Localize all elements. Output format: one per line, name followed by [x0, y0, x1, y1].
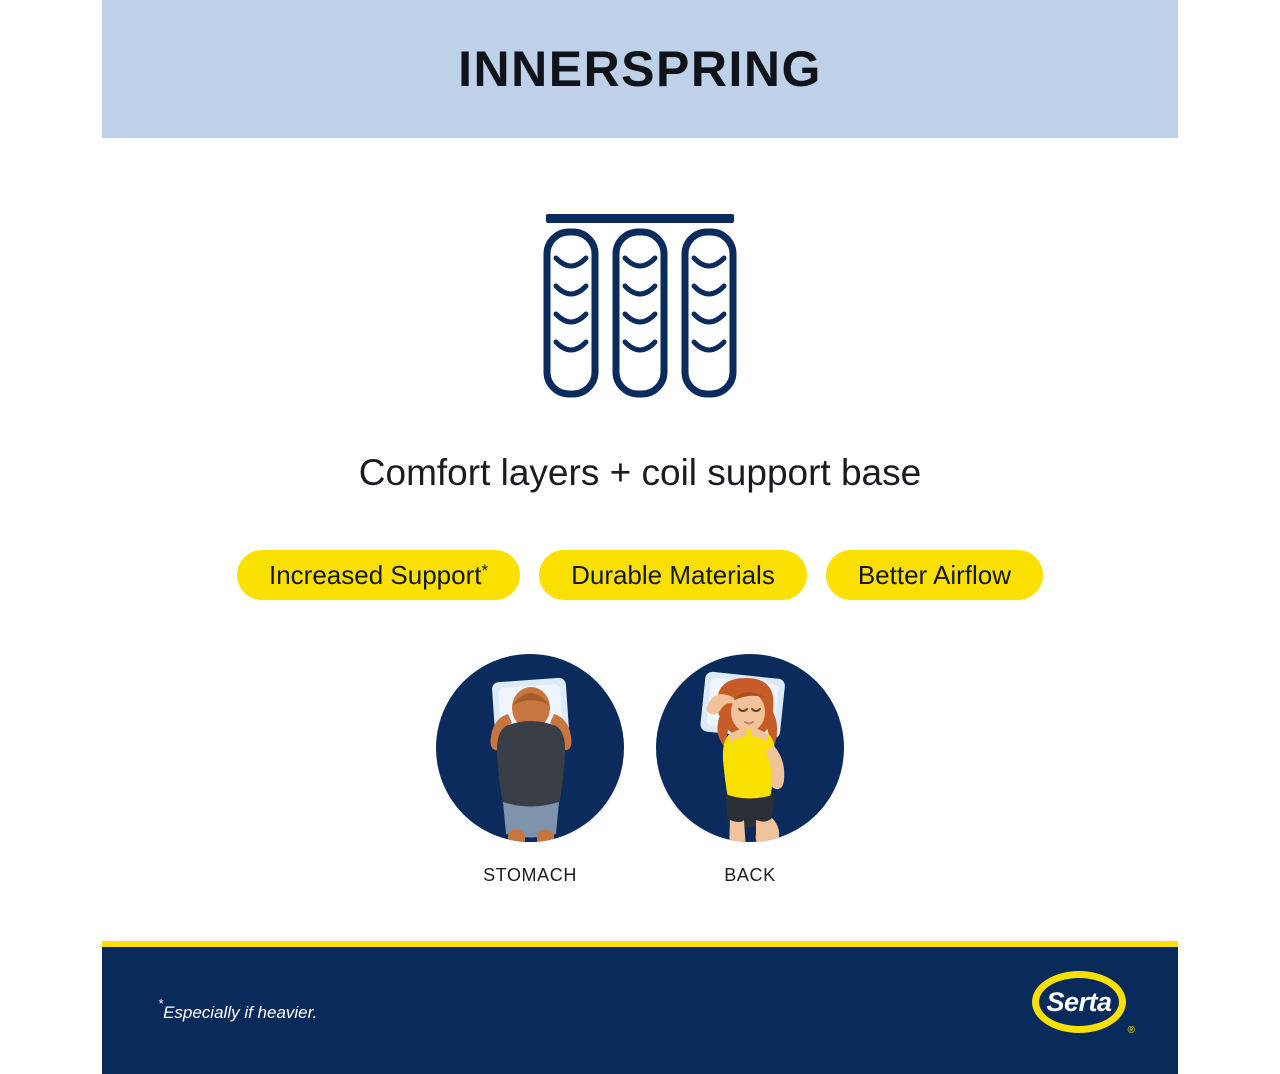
page-title: INNERSPRING: [458, 41, 822, 97]
feature-pill-label: Durable Materials: [571, 559, 775, 590]
sleep-position-back[interactable]: [652, 654, 848, 886]
infographic-card: [102, 0, 1178, 1074]
feature-pill-label: Better Airflow: [857, 559, 1011, 590]
sleep-position-list: [102, 654, 1178, 886]
icon-container: [102, 210, 1178, 400]
avatar: [656, 654, 844, 842]
footer-bar: [102, 941, 1178, 1074]
sleep-position-label: BACK: [724, 865, 776, 885]
sleep-position-label: STOMACH: [483, 865, 577, 885]
coil-springs-icon: [540, 210, 740, 400]
sleep-position-stomach[interactable]: [432, 654, 628, 886]
feature-pill-increased-support[interactable]: Increased Support *: [237, 550, 520, 600]
footnote-text: [158, 996, 318, 1023]
person-sleeping-stomach-icon: [436, 654, 624, 842]
feature-pill-label: Increased Support: [268, 559, 482, 590]
subtitle: Comfort layers + coil support base: [358, 452, 922, 493]
feature-pill-better-airflow[interactable]: [826, 550, 1043, 600]
footnote-label: Especially if heavier.: [163, 1003, 318, 1022]
avatar: [436, 654, 624, 842]
person-sleeping-back-icon: [656, 654, 844, 842]
header-banner: [102, 0, 1178, 138]
feature-pill-durable-materials[interactable]: [539, 550, 807, 600]
logo-wordmark: Serta: [1046, 986, 1112, 1017]
registered-trademark-icon: ®: [1127, 1025, 1135, 1036]
footnote-marker: *: [158, 996, 164, 1012]
feature-pill-list: [102, 550, 1178, 600]
serta-logo[interactable]: [1032, 971, 1135, 1037]
